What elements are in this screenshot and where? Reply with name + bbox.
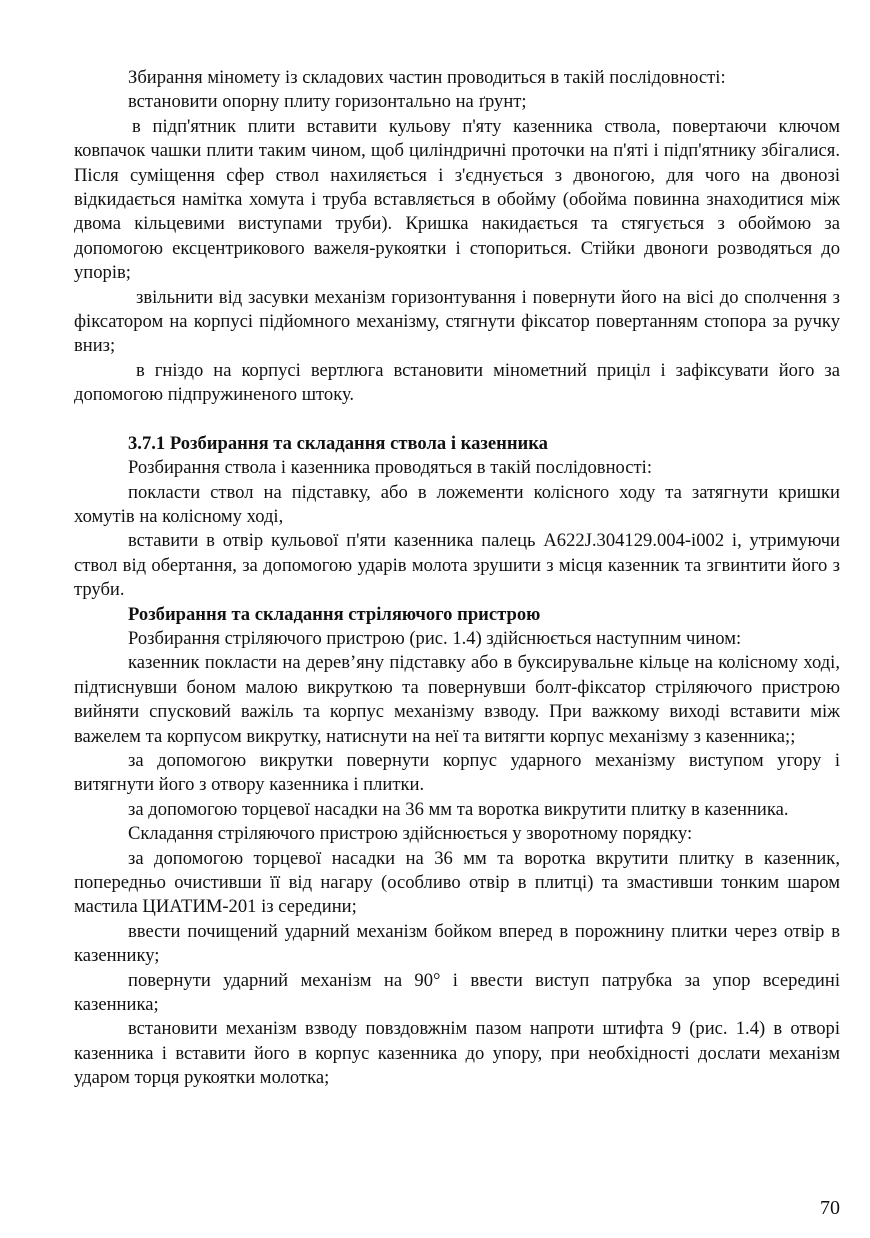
paragraph: звільнити від засувки механізм горизонтування і повернути його на вісі до сполчення з фіксатором на корпусі підйомного механізму, стягнути фіксатор повертанням стопора за ручку вниз; bbox=[74, 286, 840, 357]
paragraph: казенник покласти на дерев’яну підставку або в буксирувальне кільце на колісному ході, підтиснувши боном малою викруткою та повернувши болт-фіксатор стріляючого пристрою вийняти спусковий важіль та корпус механізму взводу. При важкому виході вставити між важелем та корпусом викрутку, натиснути на неї та витягти корпус механізму з казенника;; bbox=[74, 652, 840, 747]
paragraph: в гніздо на корпусі вертлюга встановити мінометний приціл і зафіксувати його за допомогою підпружиненого штоку. bbox=[74, 359, 840, 406]
paragraph: Збирання міномету із складових частин проводиться в такій послідовності: bbox=[128, 67, 726, 88]
page-number: 70 bbox=[820, 1197, 840, 1219]
paragraph: покласти ствол на підставку, або в ложементи колісного ходу та затягнути кришки хомутів на колісному ході, bbox=[74, 481, 840, 527]
paragraph: за допомогою торцевої насадки на 36 мм та воротка вкрутити плитку в казенник, попередньо очистивши її від нагару (особливо отвір в плитці) та змастивши тонким шаром мастила ЦИАТИМ-201 із середини; bbox=[74, 847, 840, 918]
spacer bbox=[74, 408, 840, 432]
paragraph: повернути ударний механізм на 90° і ввести виступ патрубка за упор всередині казенника; bbox=[74, 969, 840, 1016]
paragraph: в підп'ятник плити вставити кульову п'яту казенника ствола, повертаючи ключом ковпачок чашки плити таким чином, щоб циліндричні проточки на п'яті і підп'ятнику збігалися. Після суміщення сфер ствол нахиляється і з'єднується з двоногою, для чого на двонозі відкидається намітка хомута і труба вставляється в обойму (обойма повинна знаходитися між двома кільцевими виступами труби). Кришка накидається та стягується з обоймою за допомогою ексцентрикового важеля-рукоятки і стопориться. Стійки двоноги розводяться до упорів; bbox=[74, 115, 840, 284]
section-heading: 3.7.1 Розбирання та складання ствола і казенника bbox=[128, 432, 548, 454]
paragraph: встановити опорну плиту горизонтально на ґрунт; bbox=[128, 91, 527, 113]
document-page bbox=[74, 66, 840, 1091]
subsection-heading: Розбирання та складання стріляючого пристрою bbox=[128, 603, 541, 625]
paragraph: ввести почищений ударний механізм бойком вперед в порожнину плитки через отвір в казеннику; bbox=[74, 920, 840, 967]
paragraph: за допомогою викрутки повернути корпус ударного механізму виступом угору і витягнути його з отвору казенника і плитки. bbox=[74, 749, 840, 796]
paragraph: встановити механізм взводу повздовжнім пазом напроти штифта 9 (рис. 1.4) в отворі казенника і вставити його в корпус казенника до упору, при необхідності дослати механізм ударом торця рукоятки молотка; bbox=[74, 1018, 840, 1089]
paragraph: вставити в отвір кульової п'яти казенника палець А622J.304129.004-і002 і, утримуючи ствол від обертання, за допомогою ударів молота зрушити з місця казенник та згвинтити його з труби. bbox=[74, 530, 840, 601]
paragraph: Розбирання ствола і казенника проводяться в такій послідовності: bbox=[128, 457, 652, 479]
paragraph: Складання стріляючого пристрою здійснюється у зворотному порядку: bbox=[128, 823, 693, 845]
paragraph: за допомогою торцевої насадки на 36 мм та воротка викрутити плитку в казенника. bbox=[128, 798, 789, 820]
paragraph: Розбирання стріляючого пристрою (рис. 1.4) здійснюється наступним чином: bbox=[128, 627, 742, 649]
